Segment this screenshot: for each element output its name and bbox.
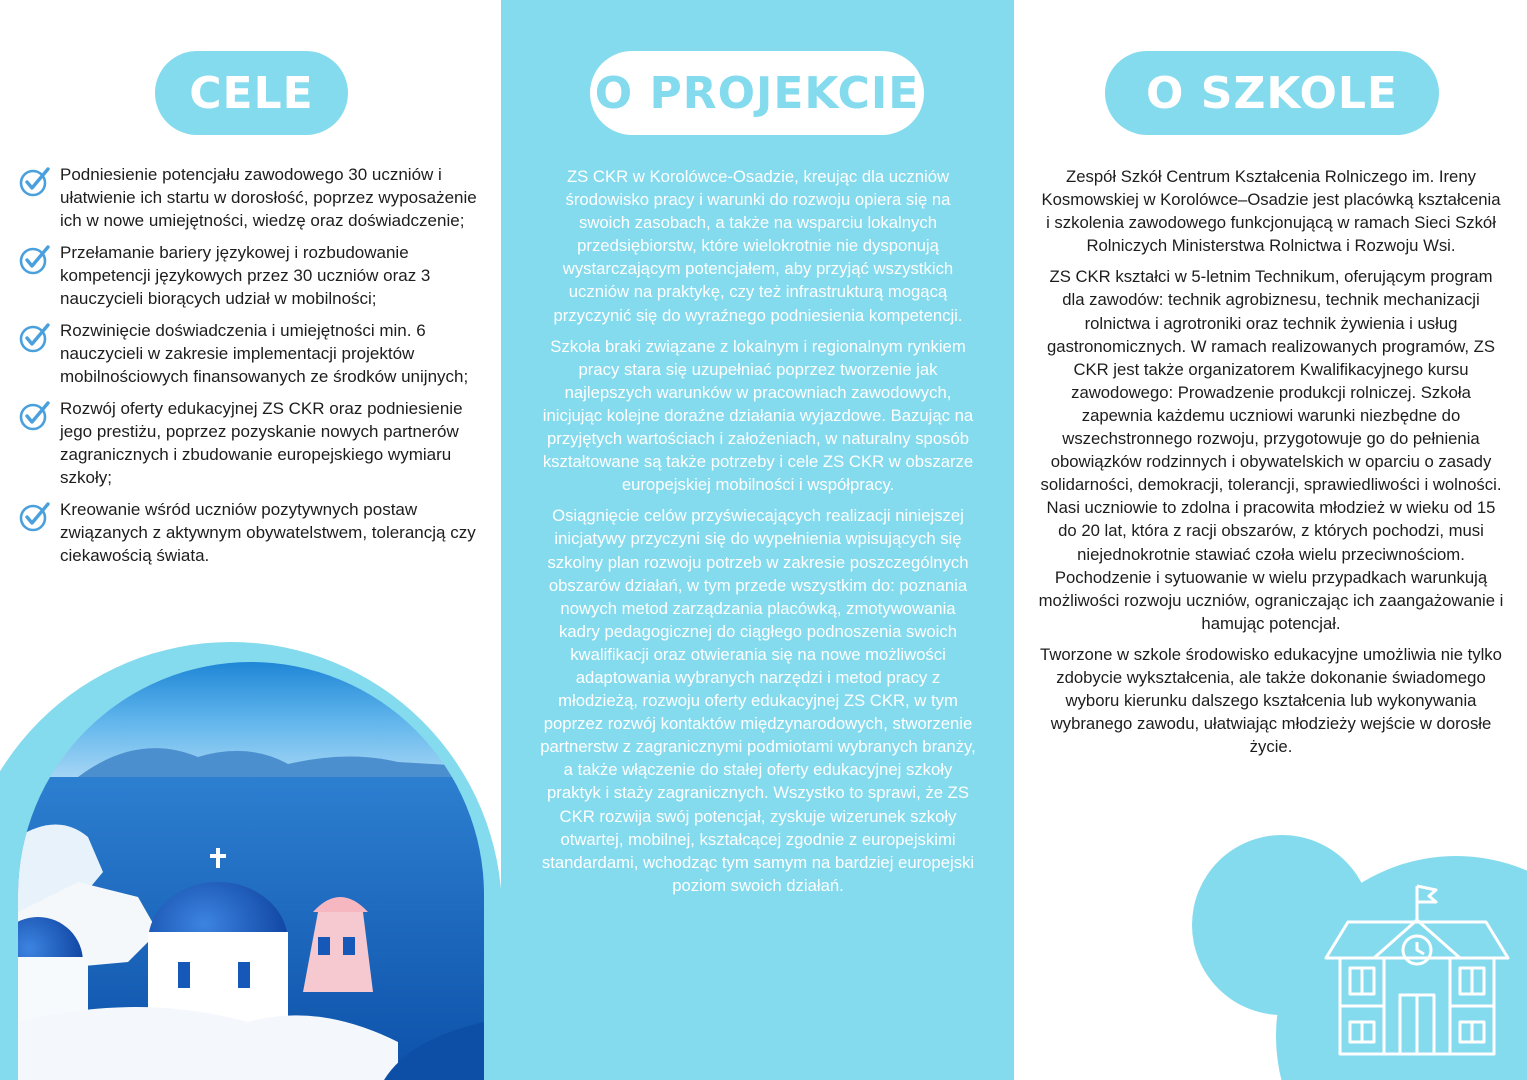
list-item [18,397,494,489]
checkmark-circle-icon [18,243,52,277]
list-item [18,319,494,388]
checkmark-circle-icon [18,165,52,199]
checkmark-circle-icon [18,321,52,355]
paragraph: ZS CKR kształci w 5-letnim Technikum, oferującym program dla zawodów: technik agrobiznesu, technik mechanizacji rolnictwa i agrotroniki oraz technik żywienia i usług gastronomicznych. W ramach realizowanych programów, ZS CKR jest także organizatorem Kwalifikacyjnego kursu zawodowego: Prowadzenie produkcji rolniczej. Szkoła zapewnia każdemu uczniowi warunki niezbędne do wszechstronnego rozwoju, przygotowuje go do pełnienia obowiązków rodzinnych i obywatelskich w oparciu o zasady solidarności, demokracji, tolerancji, sprawiedliwości i wolności. Nasi uczniowie to zdolna i pracowita młodzież w wieku od 15 do 20 lat, która z racji obszarów, z których pochodzi, musi niejednokrotnie stawiać czoła wielu przeciwnościom. Pochodzenie i sytuowanie w wielu przypadkach warunkują możliwości rozwoju uczniów, ograniczając ich zaangażowanie i hamując potencjał. [1038,267,1504,633]
paragraph: Osiągnięcie celów przyświecających realizacji niniejszej inicjatywy przyczyni się do wypełnienia wpisujących się szkolny plan rozwoju potrzeb w zakresie poszczególnych obszarów działań, w tym przede wszystkim do: poznania nowych metod zarządzania placówką, zmotywowania kadry pedagogicznej do ciągłego podnoszenia swoich kwalifikacji oraz otwierania się na nowe możliwości adaptowania wybranych narzędzi i metod pracy z młodzieżą, rozwoju oferty edukacyjnej ZS CKR, w tym poprzez rozwój kontaktów międzynarodowych, stworzenie partnerstw z zagranicznymi podmiotami wybranych branży, a także włączenie do stałej oferty edukacyjnej szkoły praktyk i staży zagranicznych. Wszystko to sprawi, że ZS CKR rozwija swój potencjał, zyskuje wizerunek szkoły otwartej, mobilnej, kształcącej zgodnie z europejskimi standardami, wchodząc tym samym na bardziej europejski poziom swoich działań. [540,506,976,895]
goal-text: Rozwinięcie doświadczenia i umiejętności min. 6 nauczycieli w zakresie implementacji projektów mobilnościowych finansowanych ze środków unijnych; [60,321,469,386]
school-building-icon [1324,880,1510,1058]
goal-text: Kreowanie wśród uczniów pozytywnych postaw związanych z aktywnym obywatelstwem, tolerancją czy ciekawością świata. [60,500,476,565]
checkmark-circle-icon [18,500,52,534]
school-description [1038,165,1504,766]
school-panel [1014,0,1527,1080]
list-item [18,241,494,310]
goal-text: Podniesienie potencjału zawodowego 30 uczniów i ułatwienie ich startu w dorosłość, poprzez wyposażenie ich w nowe umiejętności, wiedzę oraz doświadczenie; [60,165,477,230]
paragraph: ZS CKR w Korolówce-Osadzie, kreując dla uczniów środowisko pracy i warunki do rozwoju opiera się na swoich zasobach, a także na wsparciu lokalnych przedsiębiorstw, które wielokrotnie nie dysponują wystarczającym potencjałem, aby przyjąć wszystkich uczniów na praktykę, czy też infrastrukturą mogącą przyczynić się do wyraźnego podniesienia kompetencji. [553,167,963,325]
list-item [18,163,494,232]
project-heading: O PROJEKCIE [590,51,924,135]
paragraph: Szkoła braki związane z lokalnym i regionalnym rynkiem pracy stara się uzupełniać poprzez tworzenie jak najlepszych warunków w pracowniach zawodowych, inicjując kolejne doraźne działania wyjazdowe. Bazując na przyjętych wartościach i założeniach, w naturalny sposób kształtowane są także potrzeby i cele ZS CKR w obszarze europejskiej mobilności i współpracy. [542,336,974,495]
goals-heading: CELE [155,51,348,135]
checkmark-circle-icon [18,399,52,433]
goal-text: Rozwój oferty edukacyjnej ZS CKR oraz podniesienie jego prestiżu, poprzez pozyskanie nowych partnerów zagranicznych i zbudowanie europejskiego wymiaru szkoły; [60,399,463,487]
list-item [18,498,494,567]
school-heading: O SZKOLE [1105,51,1439,135]
project-panel [501,0,1014,1080]
goals-list [18,163,494,576]
paragraph: Tworzone w szkole środowisko edukacyjne umożliwia nie tylko zdobycie wykształcenia, ale także dokonanie świadomego wyboru kierunku dalszego kształcenia lub wykonywania wybranego zawodu, ułatwiając młodzieży wejście w dorosłe życie. [1040,644,1502,757]
paragraph: Zespół Szkół Centrum Kształcenia Rolniczego im. Ireny Kosmowskiej w Korolówce–Osadzie jest placówką kształcenia i szkolenia zawodowego funkcjonującą w ramach Sieci Szkół Rolniczych Ministerstwa Rolnictwa i Rozwoju Wsi. [1041,167,1501,256]
project-description [539,165,977,905]
goal-text: Przełamanie bariery językowej i rozbudowanie kompetencji językowych przez 30 uczniów oraz 3 nauczycieli biorących udział w mobilności; [60,243,431,308]
goals-panel [0,0,501,1080]
santorini-photo [18,662,484,1080]
